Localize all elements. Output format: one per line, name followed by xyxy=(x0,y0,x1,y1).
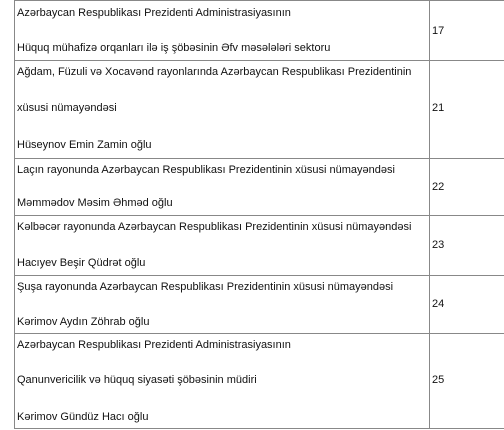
row-number: 17 xyxy=(432,25,445,37)
row-text-line: Şuşa rayonunda Azərbaycan Respublikası Prezidentinin xüsusi nümayəndəsi xyxy=(17,281,394,293)
row-text-line: xüsusi nümayəndəsi xyxy=(17,102,117,114)
row-number-cell xyxy=(430,216,504,276)
row-text-line: Hüquq mühafizə orqanları ilə iş şöbəsinin Əfv məsələləri sektoru xyxy=(17,42,331,54)
row-number-cell xyxy=(430,1,504,61)
row-number: 21 xyxy=(432,102,445,114)
row-number: 23 xyxy=(432,239,445,251)
row-text-line: Hacıyev Beşir Qüdrət oğlu xyxy=(17,257,146,269)
row-description-cell xyxy=(15,216,430,276)
row-text-line: Qanunvericilik və hüquq siyasəti şöbəsinin müdiri xyxy=(17,374,257,386)
row-text-line: Kəlbəcər rayonunda Azərbaycan Respublikası Prezidentinin xüsusi nümayəndəsi xyxy=(17,221,412,233)
row-description-cell xyxy=(15,61,430,159)
row-description-cell xyxy=(15,159,430,216)
row-text-line: Məmmədov Məsim Əhməd oğlu xyxy=(17,197,173,209)
table-row xyxy=(15,159,504,216)
row-number-cell xyxy=(430,334,504,429)
row-number-cell xyxy=(430,276,504,334)
table-row xyxy=(15,216,504,276)
table-row xyxy=(15,61,504,159)
appointments-table xyxy=(14,0,504,429)
row-number: 25 xyxy=(432,374,445,386)
row-number-cell xyxy=(430,159,504,216)
row-text-line: Kərimov Gündüz Hacı oğlu xyxy=(17,411,149,423)
row-description-cell xyxy=(15,1,430,61)
table-row xyxy=(15,334,504,429)
row-description-cell xyxy=(15,334,430,429)
row-number: 22 xyxy=(432,181,445,193)
row-text-line: Azərbaycan Respublikası Prezidenti Administrasiyasının xyxy=(17,339,291,351)
row-text-line: Hüseynov Emin Zamin oğlu xyxy=(17,139,152,151)
row-text-line: Kərimov Aydın Zöhrab oğlu xyxy=(17,316,150,328)
row-text-line: Azərbaycan Respublikası Prezidenti Administrasiyasının xyxy=(17,7,291,19)
row-number: 24 xyxy=(432,298,445,310)
row-text-line: Ağdam, Füzuli və Xocavənd rayonlarında Azərbaycan Respublikası Prezidentinin xyxy=(17,66,412,78)
table-row xyxy=(15,276,504,334)
row-number-cell xyxy=(430,61,504,159)
table-row xyxy=(15,1,504,61)
row-description-cell xyxy=(15,276,430,334)
row-text-line: Laçın rayonunda Azərbaycan Respublikası Prezidentinin xüsusi nümayəndəsi xyxy=(17,164,395,176)
